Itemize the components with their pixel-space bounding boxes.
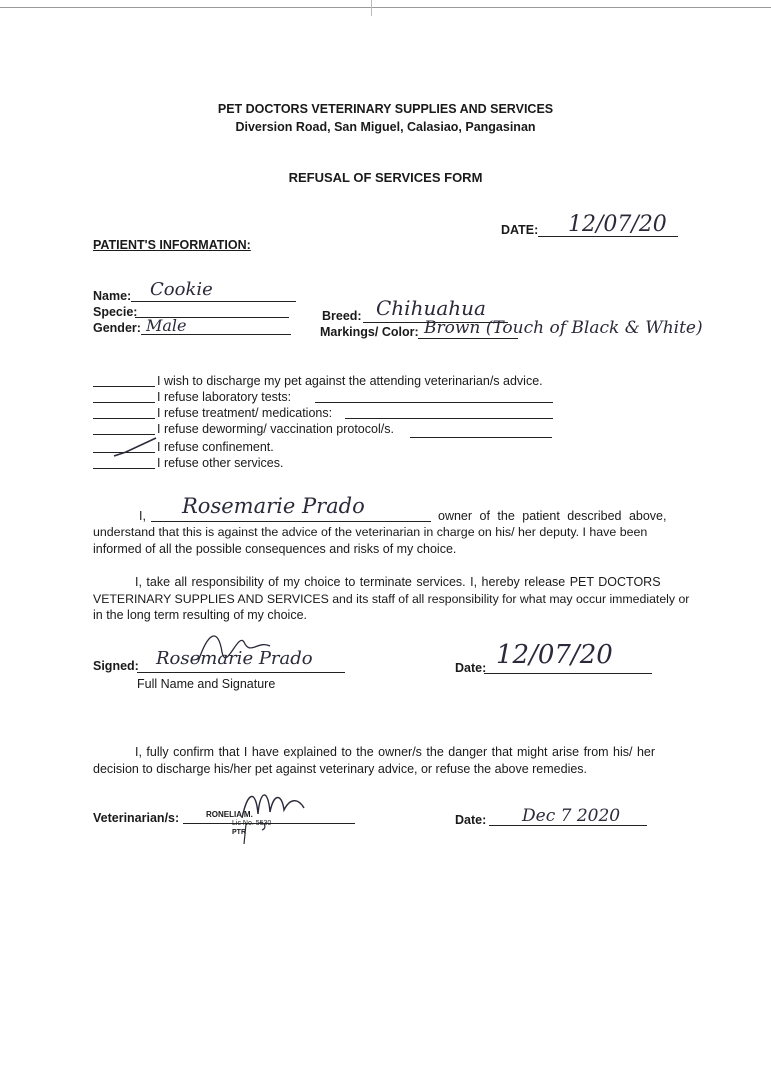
scan-edge-tick — [371, 0, 372, 16]
option-confinement: I refuse confinement. — [157, 440, 274, 454]
treatment-line[interactable] — [345, 418, 553, 419]
owner-name-line — [151, 521, 431, 522]
signed-caption: Full Name and Signature — [137, 677, 276, 691]
breed-label: Breed: — [322, 309, 362, 323]
specie-label: Specie: — [93, 305, 138, 319]
signed-date-label: Date: — [455, 661, 487, 675]
statement-owner-suffix: owner of the patient described above, — [438, 509, 667, 523]
breed-value[interactable]: Chihuahua — [376, 296, 486, 320]
signed-value[interactable]: Rosemarie Prado — [156, 648, 313, 669]
option-blank-3[interactable] — [93, 418, 155, 419]
option-discharge: I wish to discharge my pet against the attending veterinarian/s advice. — [157, 374, 543, 388]
vet-date-label: Date: — [455, 813, 487, 827]
option-blank-6[interactable] — [93, 468, 155, 469]
gender-value[interactable]: Male — [146, 316, 187, 335]
veterinarian-label: Veterinarian/s: — [93, 811, 180, 825]
option-blank-4[interactable] — [93, 434, 155, 435]
date-value[interactable]: 12/07/20 — [568, 212, 667, 237]
deworming-line[interactable] — [410, 437, 552, 438]
checkmark-icon — [112, 436, 158, 460]
vet-stamp-license: Lic No. 5530 — [232, 820, 272, 827]
markings-label: Markings/ Color: — [320, 325, 419, 339]
name-value[interactable]: Cookie — [150, 279, 213, 300]
markings-value[interactable]: Brown (Touch of Black & White) — [424, 318, 703, 338]
option-blank-2[interactable] — [93, 402, 155, 403]
signed-date-value[interactable]: 12/07/20 — [496, 640, 613, 670]
responsibility-line-3: in the long term resulting of my choice. — [93, 608, 307, 622]
option-deworming: I refuse deworming/ vaccination protocol/s. — [157, 422, 394, 436]
responsibility-line-1: I, take all responsibility of my choice to terminate services. I, hereby release PET DOCTORS — [135, 575, 661, 589]
option-treatment: I refuse treatment/ medications: — [157, 406, 333, 420]
company-name: PET DOCTORS VETERINARY SUPPLIES AND SERVICES — [217, 102, 554, 116]
option-lab-tests: I refuse laboratory tests: — [157, 390, 292, 404]
responsibility-line-2: VETERINARY SUPPLIES AND SERVICES and its staff of all responsibility for what may occur immediately or — [93, 592, 690, 606]
owner-name-value[interactable]: Rosemarie Prado — [182, 494, 365, 518]
option-blank-1[interactable] — [93, 386, 155, 387]
confirmation-line-1: I, fully confirm that I have explained to the owner/s the danger that might arise from his/ her — [135, 745, 656, 759]
signed-date-line — [484, 673, 652, 674]
vet-stamp-name: RONELIA M. — [206, 810, 253, 819]
lab-tests-line[interactable] — [315, 402, 553, 403]
statement-prefix: I, — [139, 509, 146, 523]
option-other: I refuse other services. — [157, 456, 284, 470]
statement-line-3: informed of all the possible consequences and risks of my choice. — [93, 542, 457, 556]
statement-line-2: understand that this is against the advice of the veterinarian in charge on his/ her deputy. I have been — [93, 525, 648, 539]
name-label: Name: — [93, 289, 132, 303]
confirmation-line-2: decision to discharge his/her pet against veterinary advice, or refuse the above remedies. — [93, 762, 588, 776]
name-line — [131, 301, 296, 302]
vet-signature-icon — [238, 784, 308, 846]
patient-info-title: PATIENT'S INFORMATION: — [93, 238, 251, 252]
company-address: Diversion Road, San Miguel, Calasiao, Pangasinan — [235, 120, 536, 134]
date-label: DATE: — [501, 223, 539, 237]
scan-edge-line — [0, 7, 771, 8]
gender-label: Gender: — [93, 321, 141, 335]
signature-scribble-icon — [188, 622, 278, 682]
form-title: REFUSAL OF SERVICES FORM — [288, 170, 483, 185]
signed-label: Signed: — [93, 659, 139, 673]
markings-line — [418, 338, 518, 339]
vet-date-value[interactable]: Dec 7 2020 — [522, 806, 621, 826]
vet-stamp-ptr: PTR — [232, 829, 246, 836]
